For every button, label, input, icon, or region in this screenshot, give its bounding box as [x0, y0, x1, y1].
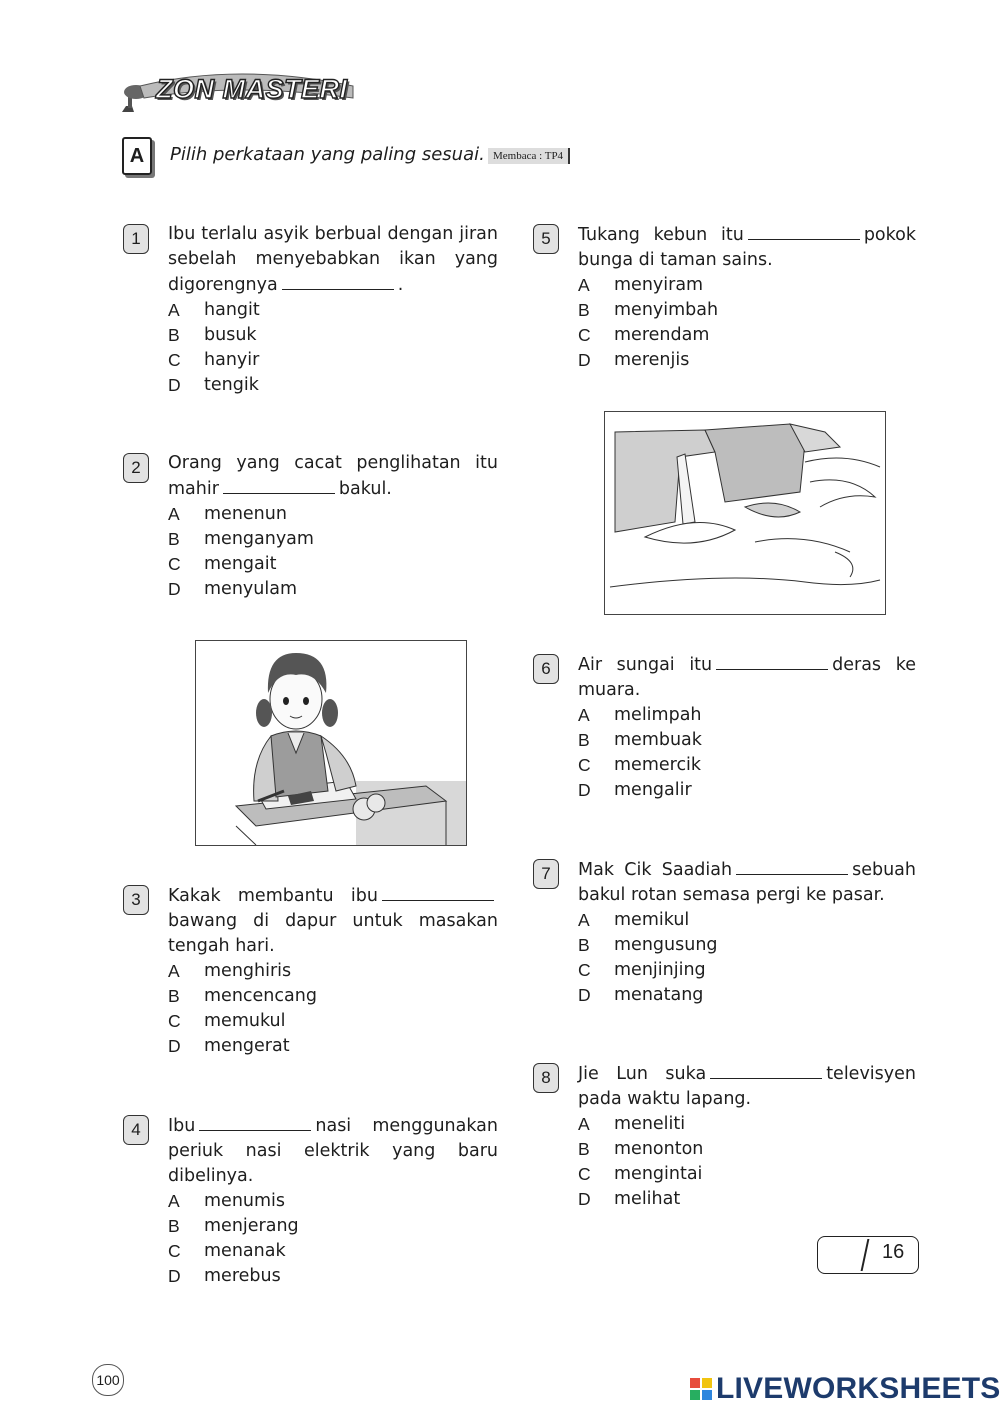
question-number: 5 — [533, 224, 559, 254]
question-number: 7 — [533, 859, 559, 889]
score-box[interactable] — [817, 1236, 919, 1274]
option[interactable]: D merenjis — [578, 350, 690, 370]
option[interactable]: A hangit — [168, 300, 260, 320]
question-number: 3 — [123, 885, 149, 915]
question-8 — [541, 1061, 916, 1212]
answer-blank[interactable] — [736, 857, 848, 875]
zon-masteri-banner — [118, 68, 368, 118]
question-5 — [541, 222, 916, 373]
question-1 — [131, 222, 498, 398]
brand-wordmark[interactable]: LIVEWORKSHEETS — [716, 1372, 1000, 1405]
option[interactable]: D melihat — [578, 1189, 681, 1209]
question-text: Air sungai itu deras ke muara. — [578, 652, 916, 703]
option[interactable]: B mengusung — [578, 935, 718, 955]
option[interactable]: B menganyam — [168, 529, 314, 549]
question-3 — [131, 883, 498, 1059]
question-number: 1 — [123, 224, 149, 254]
option[interactable]: B menyimbah — [578, 300, 719, 320]
question-text: Jie Lun suka televisyen pada waktu lapang. — [578, 1061, 916, 1112]
options-list — [578, 273, 916, 373]
option[interactable]: C hanyir — [168, 350, 260, 370]
option[interactable]: B membuak — [578, 730, 702, 750]
option[interactable]: A menumis — [168, 1191, 286, 1211]
option[interactable]: A menenun — [168, 504, 287, 524]
option[interactable]: D mengalir — [578, 780, 692, 800]
option[interactable]: C memukul — [168, 1011, 286, 1031]
answer-blank[interactable] — [716, 652, 828, 670]
option[interactable]: A melimpah — [578, 705, 702, 725]
answer-blank[interactable] — [282, 272, 394, 290]
option[interactable]: A menghiris — [168, 961, 292, 981]
options-list — [168, 1189, 498, 1289]
question-text: Kakak membantu ibubawang di dapur untuk masakan tengah hari. — [168, 883, 498, 959]
question-2 — [131, 451, 498, 602]
option[interactable]: C mengait — [168, 554, 277, 574]
question-6 — [541, 652, 916, 803]
river-waterfall-illustration — [604, 411, 886, 615]
options-list — [168, 502, 498, 602]
answer-blank[interactable] — [710, 1061, 822, 1079]
option[interactable]: B menonton — [578, 1139, 704, 1159]
options-list — [168, 298, 498, 398]
option[interactable]: C memercik — [578, 755, 702, 775]
option[interactable]: A menyiram — [578, 275, 704, 295]
liveworksheets-logo-icon — [690, 1378, 712, 1400]
girl-cutting-onion-illustration — [195, 640, 467, 846]
option[interactable]: A memikul — [578, 910, 690, 930]
question-text: Mak Cik Saadiah sebuah bakul rotan semasa pergi ke pasar. — [578, 857, 916, 908]
question-number: 2 — [123, 453, 149, 483]
options-list — [578, 703, 916, 803]
option[interactable]: A meneliti — [578, 1114, 686, 1134]
banner-title: ZON MASTERI — [156, 74, 348, 104]
option[interactable]: D merebus — [168, 1266, 281, 1286]
section-label: A — [122, 137, 152, 175]
question-text: Ibu nasi menggunakan periuk nasi elektrik yang baru dibelinya. — [168, 1113, 498, 1189]
option[interactable]: C mengintai — [578, 1164, 703, 1184]
option[interactable]: D mengerat — [168, 1036, 290, 1056]
options-list — [168, 959, 498, 1059]
skill-tag: Membaca : TP4 — [488, 148, 570, 164]
question-text: Orang yang cacat penglihatan itu mahir bakul. — [168, 453, 498, 499]
question-7 — [541, 857, 916, 1008]
option[interactable]: C menjinjing — [578, 960, 706, 980]
answer-blank[interactable] — [199, 1113, 311, 1131]
answer-blank[interactable] — [223, 476, 335, 494]
answer-blank[interactable] — [382, 883, 494, 901]
option[interactable]: B menjerang — [168, 1216, 299, 1236]
answer-blank[interactable] — [748, 222, 860, 240]
option[interactable]: C merendam — [578, 325, 710, 345]
option[interactable]: D menyulam — [168, 579, 297, 599]
question-text: Ibu terlalu asyik berbual dengan jiran sebelah menyebabkan ikan yang digorengnya . — [168, 224, 498, 295]
option[interactable]: B busuk — [168, 325, 257, 345]
options-list — [578, 908, 916, 1008]
score-divider — [861, 1239, 869, 1271]
question-number: 8 — [533, 1063, 559, 1093]
option[interactable]: B mencencang — [168, 986, 317, 1006]
options-list — [578, 1112, 916, 1212]
page-number: 100 — [92, 1364, 124, 1396]
question-4 — [131, 1113, 498, 1289]
option[interactable]: D menatang — [578, 985, 704, 1005]
question-number: 6 — [533, 654, 559, 684]
instruction-text: Pilih perkataan yang paling sesuai. — [170, 144, 485, 165]
score-total: 16 — [882, 1241, 905, 1263]
question-number: 4 — [123, 1115, 149, 1145]
question-text: Tukang kebun itu pokok bunga di taman sains. — [578, 222, 916, 273]
option[interactable]: D tengik — [168, 375, 259, 395]
option[interactable]: C menanak — [168, 1241, 286, 1261]
